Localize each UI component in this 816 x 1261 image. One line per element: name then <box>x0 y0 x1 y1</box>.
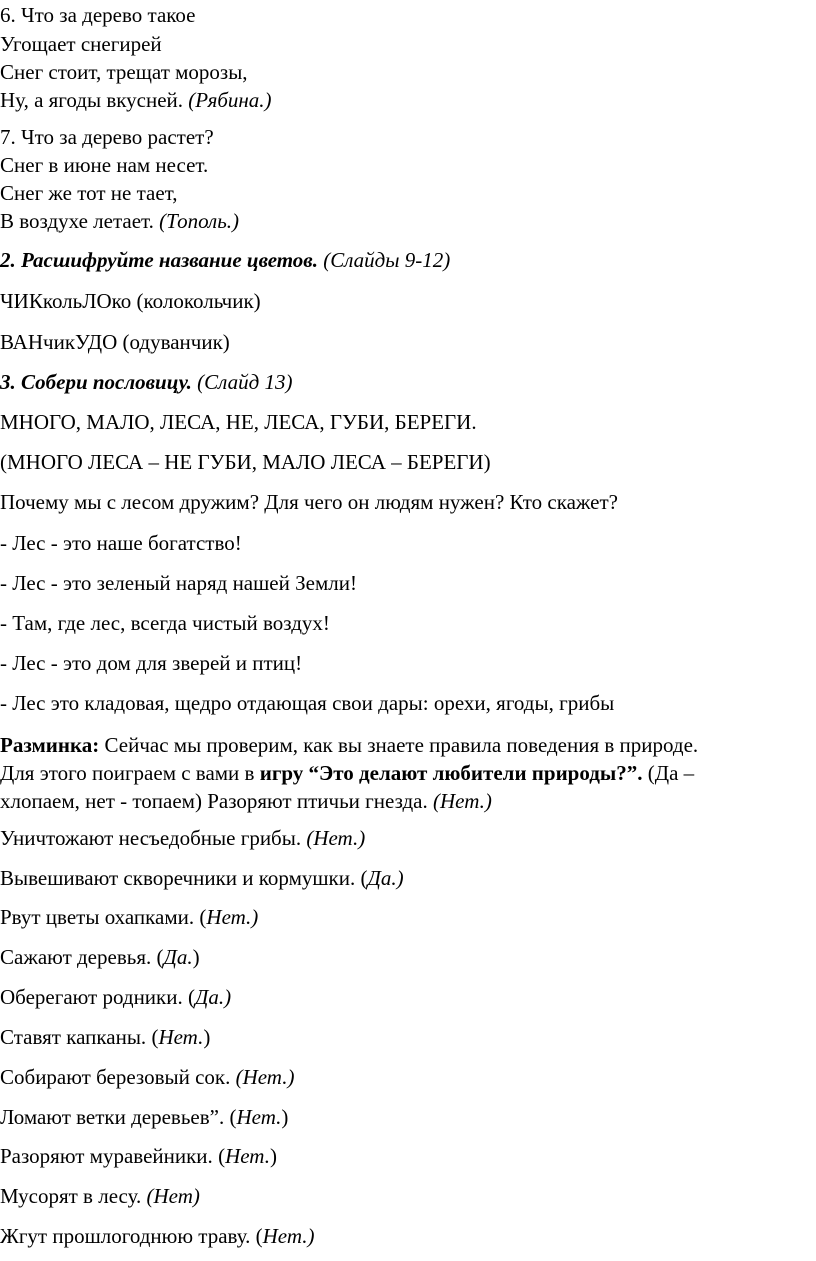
text: Рвут цветы охапками. <box>0 905 200 929</box>
pre: ( <box>360 866 368 890</box>
riddle-6-line-4 <box>0 88 272 113</box>
text: 6. Что за дерево такое <box>0 3 196 27</box>
pre: ( <box>156 945 164 969</box>
pre: ( <box>188 985 195 1009</box>
warmup-line-3 <box>0 789 492 814</box>
answer: Нет. <box>236 1105 282 1129</box>
riddle-6-line-2 <box>0 32 162 57</box>
post: ) <box>269 1144 277 1168</box>
heading-text: 3. Собери пословицу. <box>0 370 192 394</box>
answer: (Нет.) <box>433 789 492 813</box>
slides-ref: (Слайд 13) <box>197 370 293 394</box>
text: Ставят капканы. <box>0 1025 152 1049</box>
pre: ( <box>255 1224 263 1248</box>
pre: ( <box>199 905 207 929</box>
answer: Нет.) <box>206 905 259 929</box>
pre: ( <box>229 1105 237 1129</box>
game-item <box>0 866 404 891</box>
answer: Да.) <box>367 866 404 890</box>
answer: Нет. <box>225 1144 270 1168</box>
pre: ( <box>218 1144 226 1168</box>
answer: (Нет) <box>146 1184 200 1208</box>
text: - Лес - это зеленый наряд нашей Земли! <box>0 571 357 595</box>
text: В воздухе летает. <box>0 209 154 233</box>
task-2-item-1 <box>0 289 261 314</box>
text: Разоряют муравейники. <box>0 1144 219 1168</box>
forest-answer-4 <box>0 651 302 676</box>
text: Мусорят в лесу. <box>0 1184 147 1208</box>
task-2-item-2 <box>0 330 230 355</box>
riddle-7-answer: (Тополь.) <box>159 209 240 233</box>
text: Снег стоит, трещат морозы, <box>0 60 248 84</box>
text: ЧИКкольЛОко (колокольчик) <box>0 289 261 313</box>
text: Жгут прошлогоднюю траву. <box>0 1224 256 1248</box>
pre: ( <box>151 1025 159 1049</box>
text: МНОГО, МАЛО, ЛЕСА, НЕ, ЛЕСА, ГУБИ, БЕРЕГИ. <box>0 410 477 434</box>
text: - Лес - это наше богатство! <box>0 531 242 555</box>
warmup-label: Разминка: <box>0 733 100 757</box>
text: Снег в июне нам несет. <box>0 153 209 177</box>
forest-answer-1 <box>0 531 242 556</box>
riddle-6-line-1 <box>0 3 195 28</box>
game-title: игру “Это делают любители природы?”. <box>259 761 643 785</box>
forest-answer-2 <box>0 571 357 596</box>
text: Сажают деревья. <box>0 945 157 969</box>
riddle-6-line-3 <box>0 60 248 85</box>
riddle-7-line-2 <box>0 153 208 178</box>
game-item <box>0 1025 210 1050</box>
text: Уничтожают несъедобные грибы. <box>0 826 307 850</box>
heading-text: 2. Расшифруйте название цветов. <box>0 248 318 272</box>
text: Сейчас мы проверим, как вы знаете правила поведения в природе. <box>99 733 699 757</box>
game-item <box>0 1065 294 1090</box>
text: 7. Что за дерево растет? <box>0 125 214 149</box>
forest-answer-5 <box>0 691 614 716</box>
task-2-heading <box>0 248 450 273</box>
answer: Нет. <box>158 1025 204 1049</box>
text: - Лес это кладовая, щедро отдающая свои дары: орехи, ягоды, грибы <box>0 691 615 715</box>
text: - Лес - это дом для зверей и птиц! <box>0 651 303 675</box>
game-item <box>0 1144 277 1169</box>
slides-ref: (Слайды 9-12) <box>323 248 451 272</box>
text: Ну, а ягоды вкусней. <box>0 88 184 112</box>
riddle-6-answer: (Рябина.) <box>188 88 272 112</box>
riddle-7-line-3 <box>0 181 178 206</box>
text: Собирают березовый сок. <box>0 1065 236 1089</box>
text: Для этого поиграем с вами в <box>0 761 260 785</box>
game-item <box>0 905 258 930</box>
game-item <box>0 1224 315 1249</box>
text: хлопаем, нет - топаем) Разоряют птичьи гнезда. <box>0 789 433 813</box>
answer: (Нет.) <box>235 1065 295 1089</box>
text: Вывешивают скворечники и кормушки. <box>0 866 361 890</box>
answer: Нет.) <box>262 1224 315 1248</box>
task-3-words <box>0 410 477 435</box>
post: ) <box>192 945 200 969</box>
text: ВАНчикУДО (одуванчик) <box>0 330 230 354</box>
answer: (Нет.) <box>306 826 366 850</box>
text: (Да – <box>642 761 695 785</box>
game-item <box>0 826 365 851</box>
forest-question <box>0 490 618 515</box>
game-item <box>0 1184 200 1209</box>
game-item <box>0 945 200 970</box>
task-3-answer <box>0 450 491 475</box>
warmup-line-2 <box>0 761 694 786</box>
forest-answer-3 <box>0 611 330 636</box>
text: Оберегают родники. <box>0 985 188 1009</box>
task-3-heading <box>0 370 292 395</box>
text: Снег же тот не тает, <box>0 181 178 205</box>
game-item <box>0 985 231 1010</box>
answer: Да. <box>163 945 193 969</box>
text: (МНОГО ЛЕСА – НЕ ГУБИ, МАЛО ЛЕСА – БЕРЕГИ) <box>0 450 491 474</box>
text: Почему мы с лесом дружим? Для чего он людям нужен? Кто скажет? <box>0 490 618 514</box>
riddle-7-line-4 <box>0 209 239 234</box>
riddle-7-line-1 <box>0 125 214 150</box>
game-item <box>0 1105 288 1130</box>
text: Ломают ветки деревьев”. <box>0 1105 230 1129</box>
answer: Да.) <box>195 985 232 1009</box>
warmup-line-1 <box>0 733 698 758</box>
post: ) <box>281 1105 289 1129</box>
text: Угощает снегирей <box>0 32 162 56</box>
post: ) <box>203 1025 211 1049</box>
text: - Там, где лес, всегда чистый воздух! <box>0 611 330 635</box>
